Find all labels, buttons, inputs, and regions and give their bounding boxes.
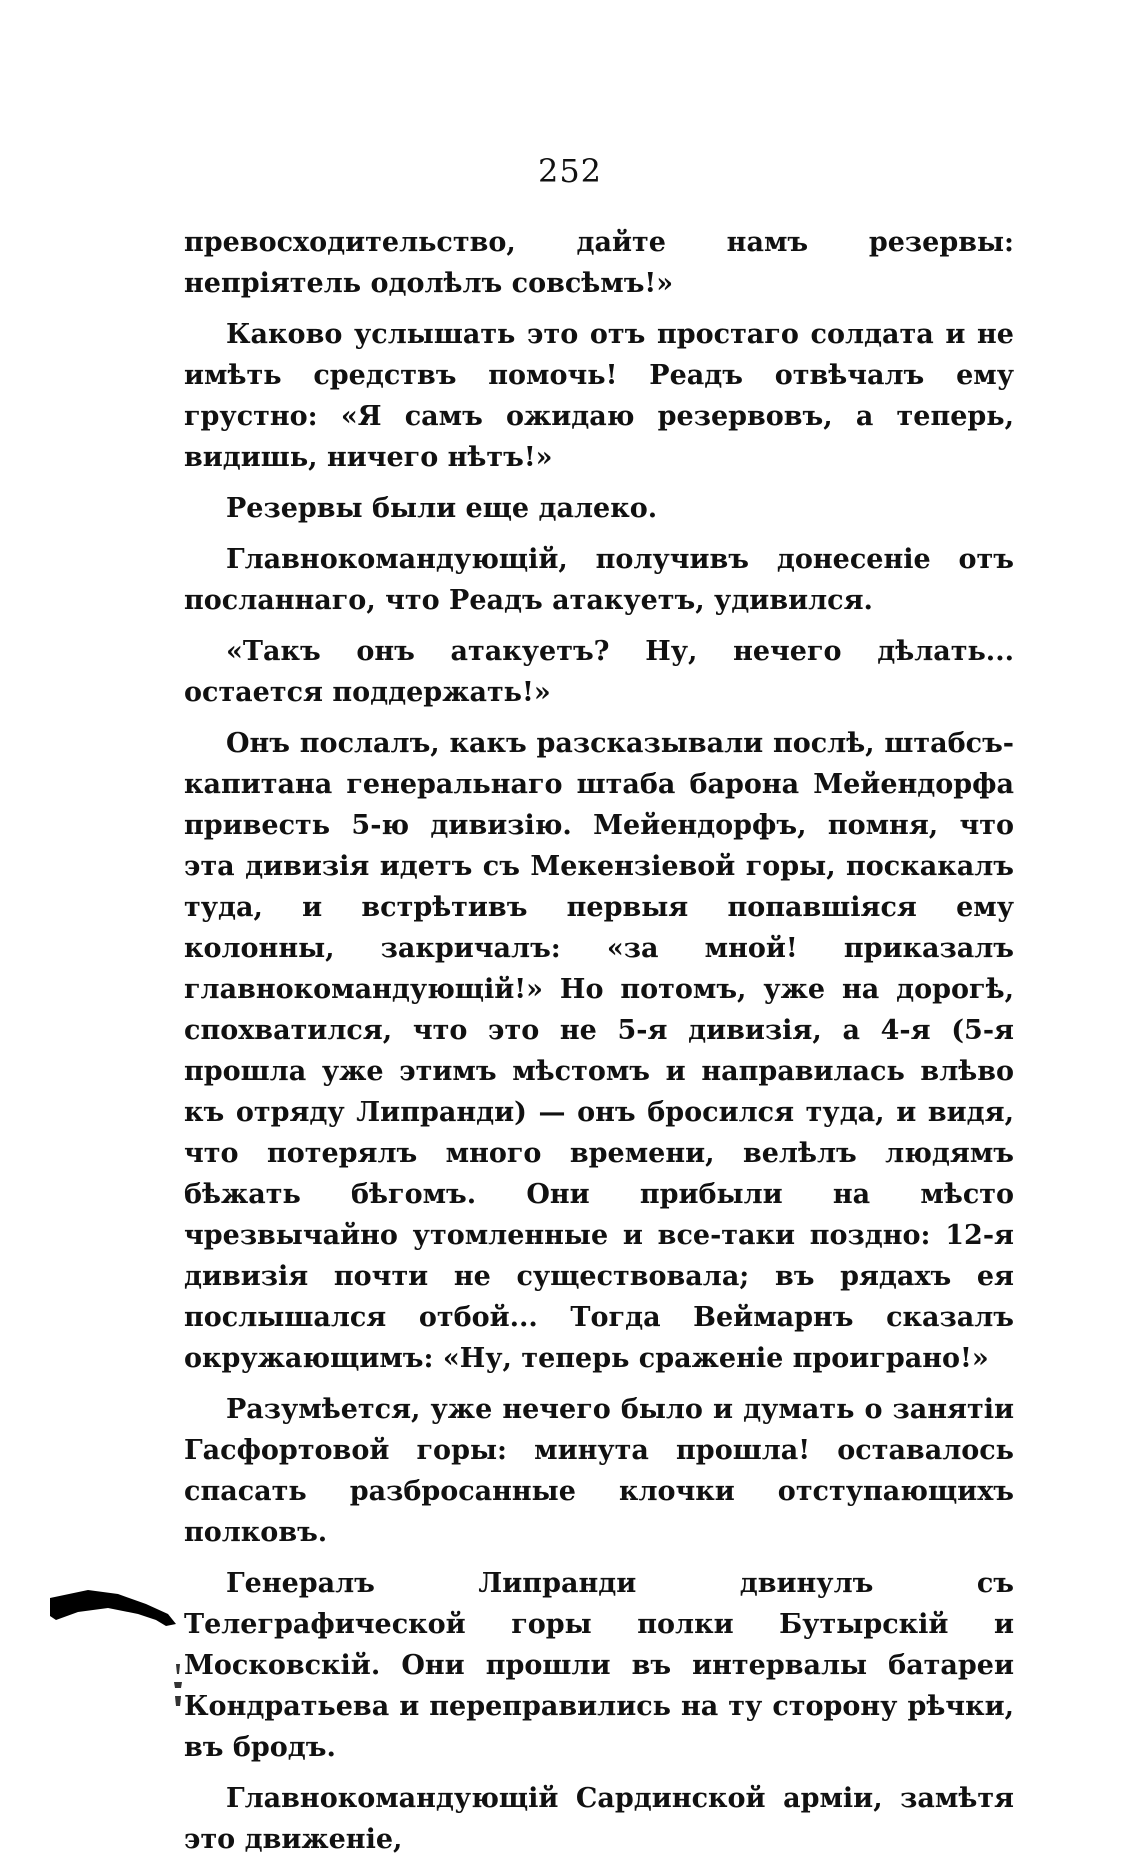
paragraph: Каково услышать это отъ простаго солдата и не имѣть средствъ помочь! Реадъ отвѣчалъ ему грустно: «Я самъ ожидаю резервовъ, а теперь, видишь, ничего нѣтъ!» xyxy=(184,319,1014,473)
paragraph: Главнокомандующій, получивъ донесеніе отъ посланнаго, что Реадъ атакуетъ, удивился. xyxy=(184,544,1014,616)
paragraph: Резервы были еще далеко. xyxy=(226,493,658,524)
paragraph: Главнокомандующій Сардинской арміи, замѣтя это движеніе, xyxy=(184,1783,1014,1855)
paragraph: Онъ послалъ, какъ разсказывали послѣ, штабсъ-капитана генеральнаго штаба барона Мейендорфа привесть 5-ю дивизію. Мейендорфъ, помня, что эта дивизія идетъ съ Мекензіевой горы, поскакалъ туда, и встрѣтивъ первыя попавшіяся ему колонны, закричалъ: «за мной! приказалъ главнокомандующій!» Но потомъ, уже на дорогѣ, спохватился, что это не 5-я дивизія, а 4-я (5-я прошла уже этимъ мѣстомъ и направилась влѣво къ отряду Липранди) — онъ бросился туда, и видя, что потерялъ много времени, велѣлъ людямъ бѣжать бѣгомъ. Они прибыли на мѣсто чрезвычайно утомленные и все-таки поздно: 12-я дивизія почти не существовала; въ рядахъ ея послышался отбой... Тогда Веймарнъ сказалъ окружающимъ: «Ну, теперь сраженіе проиграно!» xyxy=(184,728,1014,1374)
paragraph: «Такъ онъ атакуетъ? Ну, нечего дѣлать... остается поддержать!» xyxy=(184,636,1014,708)
scan-speck xyxy=(168,1660,188,1710)
page-number: 252 xyxy=(537,152,603,190)
scan-artifact xyxy=(48,1580,178,1640)
body-text xyxy=(184,222,1014,1860)
paragraph: превосходительство, дайте намъ резервы: непріятель одолѣлъ совсѣмъ!» xyxy=(184,227,1014,299)
paragraph: Разумѣется, уже нечего было и думать о занятіи Гасфортовой горы: минута прошла! оставалось спасать разбросанные клочки отступающихъ полковъ. xyxy=(184,1394,1014,1548)
paragraph: Генералъ Липранди двинулъ съ Телеграфической горы полки Бутырскій и Московскій. Они прошли въ интервалы батареи Кондратьева и переправились на ту сторону рѣчки, въ бродъ. xyxy=(184,1568,1014,1763)
